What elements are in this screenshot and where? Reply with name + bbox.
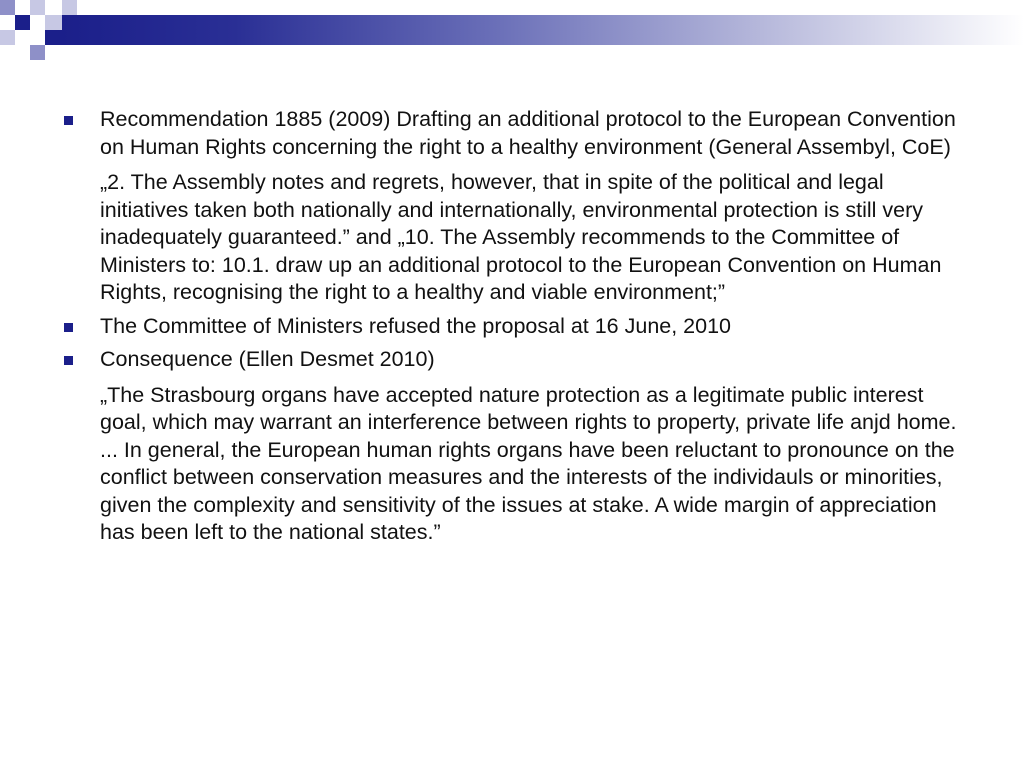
decorative-square	[15, 15, 30, 30]
decorative-square	[0, 0, 15, 15]
square-bullet-icon	[64, 356, 73, 365]
slide-body	[62, 106, 962, 553]
decorative-square	[30, 0, 45, 15]
square-bullet-icon	[64, 116, 73, 125]
bullet-text: The Committee of Ministers refused the proposal at 16 June, 2010	[100, 313, 732, 338]
quote-paragraph: „The Strasbourg organs have accepted nature protection as a legitimate public interest goal, which may warrant an interference between rights to property, private life anjd home. ... In general, the European human rights organs have been reluctant to pronounce on the conflict between conservation measures and the interests of the individauls or minorities, given the complexity and sensitivity of the issues at stake. A wide margin of appreciation has been left to the national states.”	[100, 382, 957, 544]
bullet-text: Recommendation 1885 (2009) Drafting an additional protocol to the European Convention on Human Rights concerning the right to a healthy environment (General Assembyl, CoE)	[100, 107, 956, 159]
decorative-square	[45, 15, 62, 30]
bullet-item	[62, 346, 962, 374]
bullet-item	[62, 313, 962, 341]
decorative-square	[62, 0, 77, 15]
quote-paragraph: „2. The Assembly notes and regrets, however, that in spite of the political and legal initiatives taken both nationally and internationally, environmental protection is still very inadequately guaranteed.” and „10. The Assembly recommends to the Committee of Ministers to: 10.1. draw up an additional protocol to the European Convention on Human Rights, recognising the right to a healthy and viable environment;”	[100, 170, 942, 304]
decorative-square	[45, 30, 62, 45]
header-gradient-bar	[62, 15, 1024, 45]
bullet-text: Consequence (Ellen Desmet 2010)	[100, 347, 435, 371]
decorative-square	[0, 30, 15, 45]
decorative-square	[30, 45, 45, 60]
square-bullet-icon	[64, 323, 73, 332]
bullet-item	[62, 106, 962, 161]
